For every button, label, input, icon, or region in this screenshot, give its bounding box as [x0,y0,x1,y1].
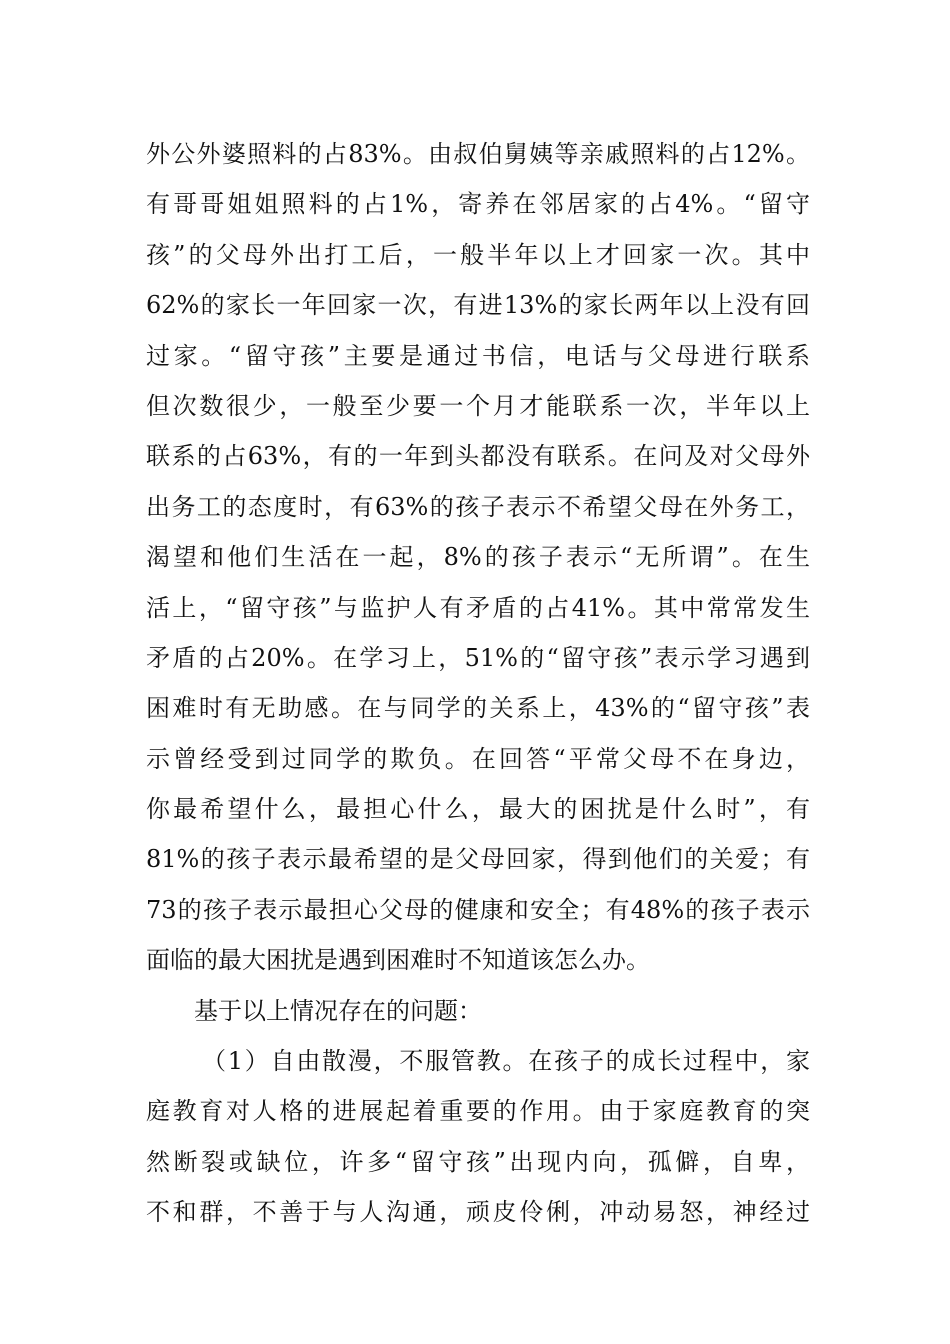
text-line: 过家。“留守孩”主要是通过书信，电话与父母进行联系 [146,341,810,370]
text-line: 孩”的父母外出打工后，一般半年以上才回家一次。其中 [146,240,810,269]
section-heading: 基于以上情况存在的问题： [194,996,482,1025]
text-line: 但次数很少，一般至少要一个月才能联系一次，半年以上 [146,391,810,420]
text-line: 矛盾的占20%。在学习上，51%的“留守孩”表示学习遇到 [146,643,810,672]
text-line: 面临的最大困扰是遇到困难时不知道该怎么办。 [146,946,650,975]
text-line: 62%的家长一年回家一次，有进13%的家长两年以上没有回 [146,291,810,320]
text-line: 73的孩子表示最担心父母的健康和安全；有48%的孩子表示 [146,895,810,924]
text-line: 活上，“留守孩”与监护人有矛盾的占41%。其中常常发生 [146,593,810,622]
text-line: 出务工的态度时，有63%的孩子表示不希望父母在外务工， [146,492,810,521]
text-line: 渴望和他们生活在一起，8%的孩子表示“无所谓”。在生 [146,543,810,572]
text-line: 示曾经受到过同学的欺负。在回答“平常父母不在身边， [146,744,810,773]
document-body [146,129,810,1238]
text-line: 联系的占63%，有的一年到头都没有联系。在问及对父母外 [146,442,810,471]
text-line: 81%的孩子表示最希望的是父母回家，得到他们的关爱；有 [146,845,810,874]
text-line: 你最希望什么，最担心什么，最大的困扰是什么时”，有 [146,795,810,824]
text-line: 困难时有无助感。在与同学的关系上，43%的“留守孩”表 [146,694,810,723]
text-line: 不和群，不善于与人沟通，顽皮伶俐，冲动易怒，神经过 [146,1198,810,1227]
text-line: 庭教育对人格的进展起着重要的作用。由于家庭教育的突 [146,1097,810,1126]
text-line: （1）自由散漫，不服管教。在孩子的成长过程中，家 [202,1047,810,1076]
text-line: 然断裂或缺位，许多“留守孩”出现内向，孤僻，自卑， [146,1147,810,1176]
text-line: 有哥哥姐姐照料的占1%，寄养在邻居家的占4%。“留守 [146,190,810,219]
text-line: 外公外婆照料的占83%。由叔伯舅姨等亲戚照料的占12%。 [146,140,810,168]
